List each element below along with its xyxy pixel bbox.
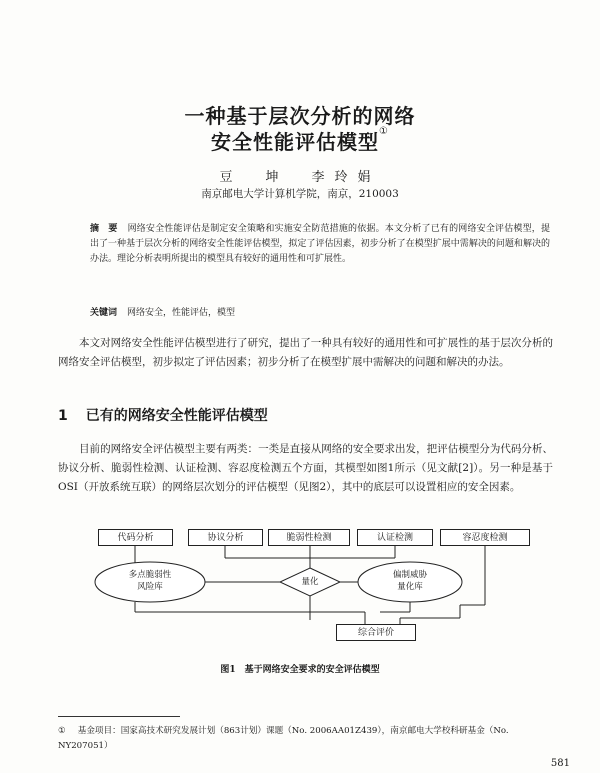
section-number: 1	[58, 408, 68, 424]
affiliation: 南京邮电大学计算机学院，南京，210003	[201, 188, 399, 200]
paper-title-line1	[0, 100, 600, 129]
right-ellipse-line2: 量化库	[397, 582, 423, 592]
intro-paragraph: 本文对网络安全性能评估模型进行了研究，提出了一种具有较好的通用性和可扩展性的基于层次分析的网络安全评估模型，初步拟定了评估因素；初步分析了在模型扩展中需解决的问题和解决的办法。	[58, 337, 553, 368]
keywords	[90, 305, 550, 318]
authors: 豆 坤 李玲娟	[219, 170, 381, 185]
footnote-text: 基金项目：国家高技术研究发展计划（863计划）课题（No. 2006AA01Z439），南京邮电大学校科研基金（No. NY207051）	[58, 726, 509, 751]
title-footnote-mark: ①	[379, 126, 389, 137]
box-comprehensive-evaluation: 综合评价	[336, 624, 416, 641]
section-title: 已有的网络安全性能评估模型	[85, 408, 268, 424]
left-ellipse-label	[100, 569, 200, 593]
left-ellipse-line2: 风险库	[137, 582, 163, 592]
box-protocol-analysis: 协议分析	[188, 529, 263, 546]
section1-paragraph: 目前的网络安全评估模型主要有两类：一类是直接从网络的安全要求出发，把评估模型分为代码分析、协议分析、脆弱性检测、认证检测、容忍度检测五个方面，其模型如图1所示（见文献[2]）。另一种是基于OSI（开放系统互联）的网络层次划分的评估模型（见图2），其中的底层可以设置相应的安全因素。	[58, 443, 553, 493]
title-line1-text: 一种基于层次分析的网络	[184, 104, 416, 128]
page-number: 581	[550, 758, 570, 769]
figure-1	[0, 520, 600, 660]
footnote-mark: ①	[58, 726, 66, 736]
right-ellipse-line1: 偏制威胁	[392, 570, 427, 580]
keywords-text: 网络安全，性能评估，模型	[127, 308, 236, 318]
box-tolerance-detection: 容忍度检测	[440, 529, 530, 546]
left-ellipse-line1: 多点脆弱性	[128, 570, 172, 580]
box-authentication-detection: 认证检测	[357, 529, 433, 546]
abstract-label: 摘 要	[90, 224, 118, 234]
abstract-text: 网络安全性能评估是制定安全策略和实施安全防范措施的依据。本文分析了已有的网络安全评估模型，提出了一种基于层次分析的网络安全性能评估模型，拟定了评估因素，初步分析了在模型扩展中需解决的问题和解决的办法。理论分析表明所提出的模型具有较好的通用性和可扩展性。	[90, 224, 550, 264]
title-line2-text: 安全性能评估模型	[211, 130, 380, 154]
keywords-label: 关键词	[90, 308, 118, 318]
paper-title-line2	[0, 126, 600, 155]
box-vulnerability-detection: 脆弱性检测	[268, 529, 350, 546]
section-heading	[58, 405, 268, 425]
diamond-label: 量化	[301, 577, 319, 587]
figure-1-caption: 图1 基于网络安全要求的安全评估模型	[220, 665, 380, 675]
footnote-rule	[58, 716, 180, 717]
abstract	[90, 222, 550, 267]
right-ellipse-label	[360, 569, 460, 593]
box-code-analysis: 代码分析	[98, 529, 173, 546]
footnote	[58, 724, 553, 754]
